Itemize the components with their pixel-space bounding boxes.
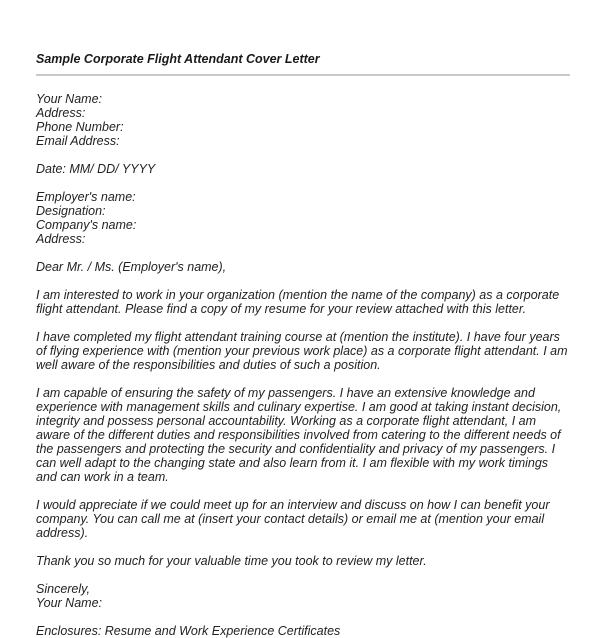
body-paragraph-experience: I have completed my flight attendant training course at (mention the institute). I have four years of flying experience with (mention your previous work place) as a corporate flight attendant. I am well aware of the responsibilities and duties of such a position. bbox=[36, 330, 568, 372]
body-paragraph-interview-request: I would appreciate if we could meet up for an interview and discuss on how I can benefit your company. You can call me at (insert your contact details) or email me at (mention your email address). bbox=[36, 498, 550, 540]
recipient-employer-line: Employer's name: bbox=[36, 190, 136, 204]
sender-address-line: Address: bbox=[36, 106, 86, 120]
recipient-designation-line: Designation: bbox=[36, 204, 106, 218]
date-block bbox=[36, 162, 570, 176]
body-paragraph-thanks: Thank you so much for your valuable time you took to review my letter. bbox=[36, 554, 427, 568]
sender-name-line: Your Name: bbox=[36, 92, 103, 106]
enclosures-line: Enclosures: Resume and Work Experience Certificates bbox=[36, 624, 341, 638]
body-paragraph-skills: I am capable of ensuring the safety of my passengers. I have an extensive knowledge and experience with management skills and culinary expertise. I am good at taking instant decision, integrity and possess personal accountability. Working as a corporate flight attendant, I am aware of the different duties and responsibilities involved from catering to the different needs of the passengers and protecting the security and confidentiality and privacy of my passengers. I can well adapt to the changing state and also learn from it. I am flexible with my work timings and can work in a team. bbox=[36, 386, 562, 484]
recipient-info-block bbox=[36, 190, 570, 246]
body-paragraph-interest: I am interested to work in your organization (mention the name of the company) as a corporate flight attendant. Please find a copy of my resume for your review attached with this letter. bbox=[36, 288, 560, 316]
salutation-block bbox=[36, 260, 570, 274]
salutation-line: Dear Mr. / Ms. (Employer's name), bbox=[36, 260, 227, 274]
sender-info-block bbox=[36, 92, 570, 148]
sender-email-line: Email Address: bbox=[36, 134, 120, 148]
recipient-address-line: Address: bbox=[36, 232, 86, 246]
closing-sincerely-line: Sincerely, bbox=[36, 582, 90, 596]
enclosures-block bbox=[36, 624, 570, 638]
sender-phone-line: Phone Number: bbox=[36, 120, 124, 134]
document-title: Sample Corporate Flight Attendant Cover Letter bbox=[36, 52, 320, 66]
closing-signature-line: Your Name: bbox=[36, 596, 103, 610]
date-line: Date: MM/ DD/ YYYY bbox=[36, 162, 156, 176]
recipient-company-line: Company's name: bbox=[36, 218, 137, 232]
closing-block bbox=[36, 582, 570, 610]
title-divider bbox=[36, 74, 570, 76]
